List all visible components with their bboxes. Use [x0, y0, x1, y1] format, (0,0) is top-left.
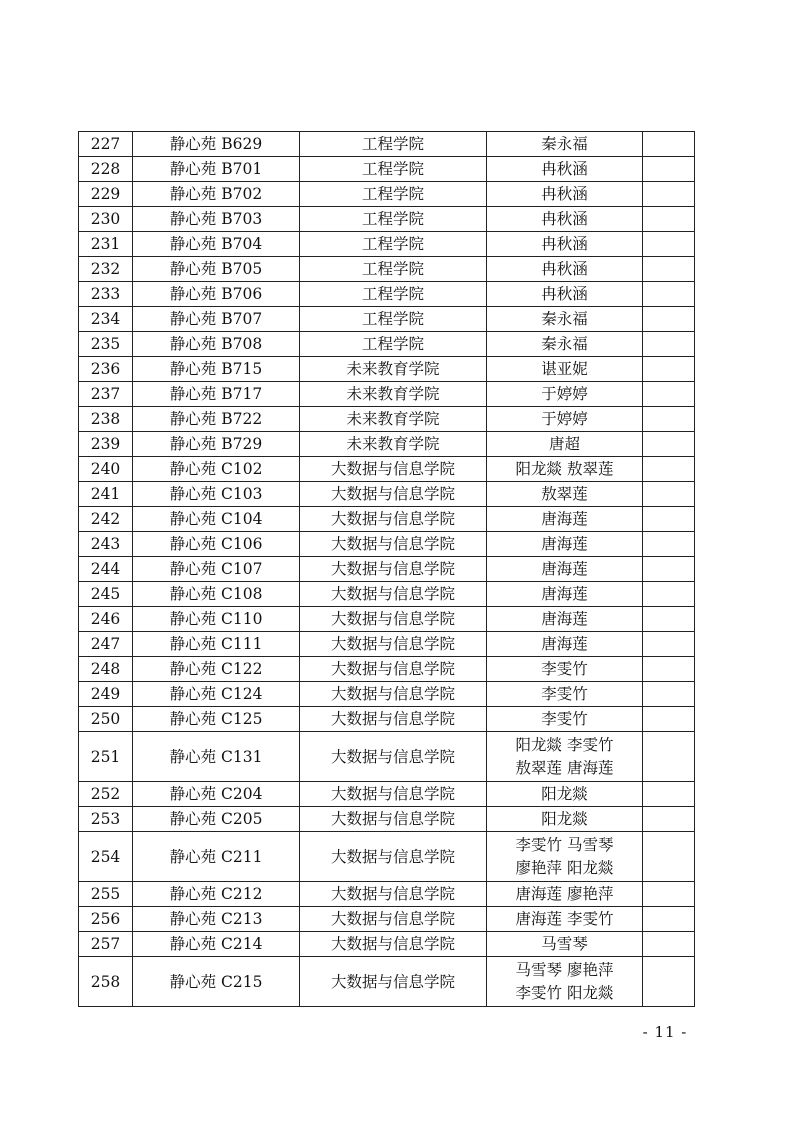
- person-cell: [487, 532, 643, 557]
- person-cell: [487, 207, 643, 232]
- room-cell: 静心苑 B701: [133, 157, 300, 182]
- person-name-line: 马雪琴 廖艳萍: [515, 960, 614, 979]
- room-cell: 静心苑 C211: [133, 832, 300, 882]
- college-cell: 工程学院: [300, 282, 487, 307]
- table-row: [79, 682, 695, 707]
- college-cell: 工程学院: [300, 307, 487, 332]
- person-cell: [487, 407, 643, 432]
- college-cell: 工程学院: [300, 332, 487, 357]
- note-cell: [643, 232, 695, 257]
- person-name-line: 马雪琴: [541, 934, 588, 953]
- table-row: [79, 457, 695, 482]
- room-cell: 静心苑 B715: [133, 357, 300, 382]
- person-cell: [487, 507, 643, 532]
- note-cell: [643, 732, 695, 782]
- person-name-line: 于婷婷: [541, 384, 588, 403]
- note-cell: [643, 582, 695, 607]
- room-cell: 静心苑 B702: [133, 182, 300, 207]
- room-cell: 静心苑 B708: [133, 332, 300, 357]
- table-row: [79, 782, 695, 807]
- person-cell: [487, 732, 643, 782]
- college-cell: 工程学院: [300, 157, 487, 182]
- table-row: [79, 507, 695, 532]
- table-row: [79, 232, 695, 257]
- note-cell: [643, 832, 695, 882]
- note-cell: [643, 332, 695, 357]
- college-cell: 大数据与信息学院: [300, 707, 487, 732]
- note-cell: [643, 507, 695, 532]
- person-cell: [487, 607, 643, 632]
- room-cell: 静心苑 C122: [133, 657, 300, 682]
- row-number-cell: 238: [79, 407, 133, 432]
- note-cell: [643, 957, 695, 1007]
- table-row: [79, 882, 695, 907]
- room-cell: 静心苑 C212: [133, 882, 300, 907]
- person-cell: [487, 882, 643, 907]
- table-row: [79, 557, 695, 582]
- college-cell: 大数据与信息学院: [300, 932, 487, 957]
- room-cell: 静心苑 C106: [133, 532, 300, 557]
- table-body: [79, 132, 695, 1007]
- room-cell: 静心苑 C124: [133, 682, 300, 707]
- college-cell: 大数据与信息学院: [300, 482, 487, 507]
- room-cell: 静心苑 B703: [133, 207, 300, 232]
- room-cell: 静心苑 C125: [133, 707, 300, 732]
- note-cell: [643, 457, 695, 482]
- note-cell: [643, 157, 695, 182]
- person-cell: [487, 157, 643, 182]
- college-cell: 大数据与信息学院: [300, 807, 487, 832]
- college-cell: 大数据与信息学院: [300, 682, 487, 707]
- note-cell: [643, 182, 695, 207]
- row-number-cell: 251: [79, 732, 133, 782]
- person-cell: [487, 807, 643, 832]
- note-cell: [643, 882, 695, 907]
- row-number-cell: 257: [79, 932, 133, 957]
- row-number-cell: 255: [79, 882, 133, 907]
- note-cell: [643, 132, 695, 157]
- college-cell: 未来教育学院: [300, 357, 487, 382]
- person-name-line: 冉秋涵: [541, 159, 588, 178]
- room-cell: 静心苑 C131: [133, 732, 300, 782]
- college-cell: 大数据与信息学院: [300, 457, 487, 482]
- person-name-line: 唐超: [548, 434, 580, 453]
- room-cell: 静心苑 B629: [133, 132, 300, 157]
- room-cell: 静心苑 C108: [133, 582, 300, 607]
- person-name-line: 李雯竹: [541, 684, 588, 703]
- row-number-cell: 253: [79, 807, 133, 832]
- college-cell: 大数据与信息学院: [300, 732, 487, 782]
- note-cell: [643, 557, 695, 582]
- person-name-line: 唐海莲: [541, 559, 588, 578]
- room-cell: 静心苑 C104: [133, 507, 300, 532]
- room-cell: 静心苑 C110: [133, 607, 300, 632]
- row-number-cell: 236: [79, 357, 133, 382]
- person-name-line: 唐海莲: [541, 509, 588, 528]
- row-number-cell: 243: [79, 532, 133, 557]
- room-cell: 静心苑 C204: [133, 782, 300, 807]
- person-name-line: 唐海莲: [541, 584, 588, 603]
- college-cell: 未来教育学院: [300, 382, 487, 407]
- person-name-line: 于婷婷: [541, 409, 588, 428]
- person-cell: [487, 632, 643, 657]
- row-number-cell: 240: [79, 457, 133, 482]
- college-cell: 大数据与信息学院: [300, 907, 487, 932]
- row-number-cell: 247: [79, 632, 133, 657]
- row-number-cell: 252: [79, 782, 133, 807]
- person-cell: [487, 932, 643, 957]
- table-row: [79, 407, 695, 432]
- person-name-line: 敖翠莲: [541, 484, 588, 503]
- person-name-line: 唐海莲: [541, 609, 588, 628]
- room-cell: 静心苑 B729: [133, 432, 300, 457]
- table-row: [79, 807, 695, 832]
- person-name-line: 廖艳萍 阳龙燚: [515, 858, 614, 877]
- person-name-line: 李雯竹 阳龙燚: [515, 983, 614, 1002]
- person-cell: [487, 332, 643, 357]
- person-name-line: 阳龙燚 敖翠莲: [515, 459, 614, 478]
- note-cell: [643, 482, 695, 507]
- room-cell: 静心苑 C205: [133, 807, 300, 832]
- table-row: [79, 707, 695, 732]
- person-cell: [487, 907, 643, 932]
- college-cell: 工程学院: [300, 207, 487, 232]
- dormitory-assignment-table: [78, 131, 695, 1007]
- college-cell: 工程学院: [300, 232, 487, 257]
- room-cell: 静心苑 C107: [133, 557, 300, 582]
- row-number-cell: 256: [79, 907, 133, 932]
- table-row: [79, 907, 695, 932]
- person-cell: [487, 782, 643, 807]
- note-cell: [643, 607, 695, 632]
- person-name-line: 唐海莲 李雯竹: [515, 909, 614, 928]
- row-number-cell: 244: [79, 557, 133, 582]
- row-number-cell: 229: [79, 182, 133, 207]
- person-cell: [487, 457, 643, 482]
- row-number-cell: 237: [79, 382, 133, 407]
- table-row: [79, 957, 695, 1007]
- table-row: [79, 307, 695, 332]
- row-number-cell: 249: [79, 682, 133, 707]
- room-cell: 静心苑 C102: [133, 457, 300, 482]
- note-cell: [643, 357, 695, 382]
- table-row: [79, 657, 695, 682]
- room-cell: 静心苑 B707: [133, 307, 300, 332]
- row-number-cell: 230: [79, 207, 133, 232]
- college-cell: 大数据与信息学院: [300, 582, 487, 607]
- table-row: [79, 282, 695, 307]
- college-cell: 大数据与信息学院: [300, 507, 487, 532]
- college-cell: 工程学院: [300, 182, 487, 207]
- person-cell: [487, 657, 643, 682]
- row-number-cell: 239: [79, 432, 133, 457]
- person-cell: [487, 707, 643, 732]
- note-cell: [643, 682, 695, 707]
- note-cell: [643, 907, 695, 932]
- person-cell: [487, 282, 643, 307]
- college-cell: 大数据与信息学院: [300, 632, 487, 657]
- college-cell: 未来教育学院: [300, 432, 487, 457]
- person-cell: [487, 307, 643, 332]
- table-row: [79, 257, 695, 282]
- note-cell: [643, 407, 695, 432]
- note-cell: [643, 207, 695, 232]
- person-cell: [487, 232, 643, 257]
- page-number: - 11 -: [642, 1023, 688, 1041]
- person-name-line: 谌亚妮: [541, 359, 588, 378]
- note-cell: [643, 307, 695, 332]
- table-row: [79, 832, 695, 882]
- table-row: [79, 382, 695, 407]
- room-cell: 静心苑 B717: [133, 382, 300, 407]
- table-row: [79, 482, 695, 507]
- row-number-cell: 227: [79, 132, 133, 157]
- person-cell: [487, 682, 643, 707]
- college-cell: 大数据与信息学院: [300, 882, 487, 907]
- row-number-cell: 245: [79, 582, 133, 607]
- table-row: [79, 157, 695, 182]
- person-name-line: 阳龙燚 李雯竹: [515, 735, 614, 754]
- person-cell: [487, 132, 643, 157]
- table-row: [79, 182, 695, 207]
- row-number-cell: 234: [79, 307, 133, 332]
- college-cell: 大数据与信息学院: [300, 607, 487, 632]
- college-cell: 工程学院: [300, 132, 487, 157]
- person-cell: [487, 957, 643, 1007]
- person-name-line: 冉秋涵: [541, 234, 588, 253]
- person-cell: [487, 832, 643, 882]
- person-name-line: 冉秋涵: [541, 284, 588, 303]
- row-number-cell: 235: [79, 332, 133, 357]
- person-name-line: 冉秋涵: [541, 184, 588, 203]
- college-cell: 大数据与信息学院: [300, 957, 487, 1007]
- person-cell: [487, 582, 643, 607]
- college-cell: 工程学院: [300, 257, 487, 282]
- person-name-line: 李雯竹: [541, 659, 588, 678]
- note-cell: [643, 932, 695, 957]
- room-cell: 静心苑 B705: [133, 257, 300, 282]
- person-name-line: 阳龙燚: [541, 809, 588, 828]
- note-cell: [643, 257, 695, 282]
- note-cell: [643, 432, 695, 457]
- person-cell: [487, 357, 643, 382]
- room-cell: 静心苑 C213: [133, 907, 300, 932]
- college-cell: 大数据与信息学院: [300, 657, 487, 682]
- person-name-line: 李雯竹: [541, 709, 588, 728]
- person-name-line: 唐海莲: [541, 634, 588, 653]
- table-row: [79, 357, 695, 382]
- row-number-cell: 233: [79, 282, 133, 307]
- person-cell: [487, 482, 643, 507]
- row-number-cell: 232: [79, 257, 133, 282]
- table-row: [79, 607, 695, 632]
- room-cell: 静心苑 B704: [133, 232, 300, 257]
- note-cell: [643, 282, 695, 307]
- note-cell: [643, 707, 695, 732]
- room-cell: 静心苑 B722: [133, 407, 300, 432]
- college-cell: 大数据与信息学院: [300, 557, 487, 582]
- table-row: [79, 632, 695, 657]
- room-cell: 静心苑 C103: [133, 482, 300, 507]
- person-name-line: 冉秋涵: [541, 259, 588, 278]
- row-number-cell: 242: [79, 507, 133, 532]
- person-cell: [487, 432, 643, 457]
- note-cell: [643, 632, 695, 657]
- table-row: [79, 582, 695, 607]
- row-number-cell: 258: [79, 957, 133, 1007]
- college-cell: 大数据与信息学院: [300, 832, 487, 882]
- note-cell: [643, 807, 695, 832]
- person-name-line: 秦永福: [541, 334, 588, 353]
- row-number-cell: 231: [79, 232, 133, 257]
- person-name-line: 李雯竹 马雪琴: [515, 835, 614, 854]
- room-cell: 静心苑 B706: [133, 282, 300, 307]
- note-cell: [643, 782, 695, 807]
- person-name-line: 秦永福: [541, 309, 588, 328]
- table-row: [79, 207, 695, 232]
- table-row: [79, 732, 695, 782]
- person-name-line: 唐海莲 廖艳萍: [515, 884, 614, 903]
- row-number-cell: 250: [79, 707, 133, 732]
- table-row: [79, 432, 695, 457]
- room-cell: 静心苑 C214: [133, 932, 300, 957]
- person-name-line: 冉秋涵: [541, 209, 588, 228]
- room-cell: 静心苑 C111: [133, 632, 300, 657]
- table-row: [79, 332, 695, 357]
- college-cell: 大数据与信息学院: [300, 782, 487, 807]
- person-name-line: 秦永福: [541, 134, 588, 153]
- person-cell: [487, 182, 643, 207]
- table-row: [79, 532, 695, 557]
- row-number-cell: 246: [79, 607, 133, 632]
- college-cell: 大数据与信息学院: [300, 532, 487, 557]
- note-cell: [643, 532, 695, 557]
- person-name-line: 唐海莲: [541, 534, 588, 553]
- person-cell: [487, 382, 643, 407]
- college-cell: 未来教育学院: [300, 407, 487, 432]
- note-cell: [643, 382, 695, 407]
- room-cell: 静心苑 C215: [133, 957, 300, 1007]
- row-number-cell: 241: [79, 482, 133, 507]
- row-number-cell: 228: [79, 157, 133, 182]
- person-cell: [487, 257, 643, 282]
- row-number-cell: 254: [79, 832, 133, 882]
- person-name-line: 阳龙燚: [541, 784, 588, 803]
- row-number-cell: 248: [79, 657, 133, 682]
- person-cell: [487, 557, 643, 582]
- person-name-line: 敖翠莲 唐海莲: [515, 758, 614, 777]
- table-row: [79, 932, 695, 957]
- table-row: [79, 132, 695, 157]
- note-cell: [643, 657, 695, 682]
